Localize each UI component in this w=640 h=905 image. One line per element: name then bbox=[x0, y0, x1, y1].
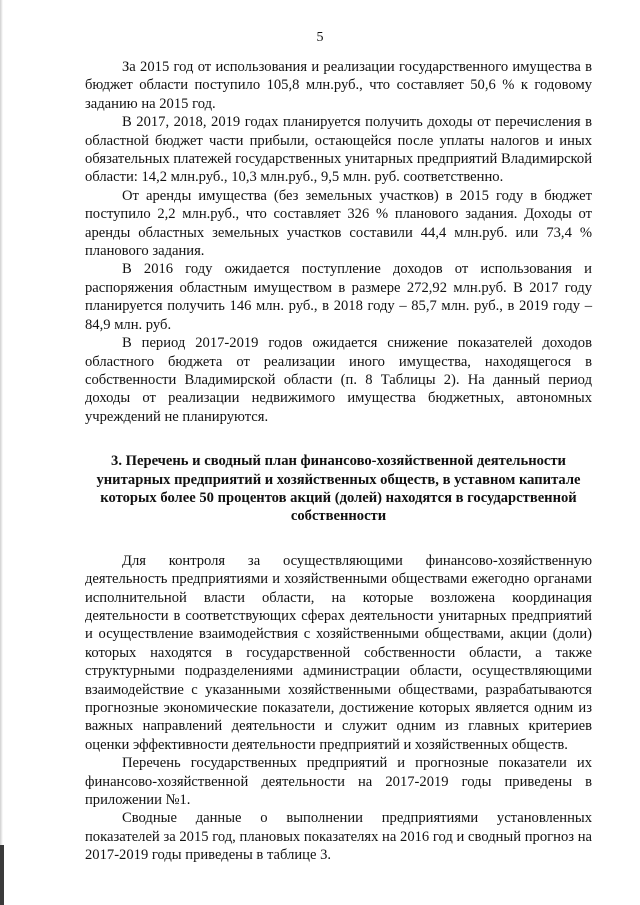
paragraph-expected-2016: В 2016 году ожидается поступление доходов от использования и распоряжения областным имуществом в размере 272,92 млн.руб. В 2017 году планируется получить 146 млн. руб., в 2018 году – 85,7 млн. руб., в 2019 году – 84,9 млн. руб. bbox=[85, 261, 592, 333]
paragraph-summary-reference: Сводные данные о выполнении предприятиями установленных показателей за 2015 год, плановых показателях на 2016 год и сводный прогноз на 2017-2019 годы приведены в таблице 3. bbox=[85, 810, 592, 864]
paragraph-rent-income: От аренды имущества (без земельных участков) в 2015 году в бюджет поступило 2,2 млн.руб., что составляет 326 % планового задания. Доходы от аренды областных земельных участков составили 44,4 млн.руб. или 73,4 % планового задания. bbox=[85, 187, 592, 260]
section-heading: 3. Перечень и сводный план финансово-хозяйственной деятельности унитарных предприятий и хозяйственных обществ, в уставном капитале которых более 50 процентов акций (долей) находятся в государственной собственности bbox=[96, 453, 581, 525]
scan-edge-shadow bbox=[0, 0, 3, 905]
paragraph-profit-plan: В 2017, 2018, 2019 годах планируется получить доходы от перечисления в областной бюджет части прибыли, остающейся после уплаты налогов и иных обязательных платежей государственных унитарных предприятий Владимирской области: 14,2 млн.руб., 10,3 млн.руб., 9,5 млн. руб. соответственно. bbox=[85, 114, 592, 186]
paragraph-revenue-2015: За 2015 год от использования и реализации государственного имущества в бюджет области поступило 105,8 млн.руб., что составляет 50,6 % к годовому заданию на 2015 год. bbox=[85, 59, 592, 112]
page-number: 5 bbox=[316, 30, 324, 45]
paragraph-list-reference: Перечень государственных предприятий и прогнозные показатели их финансово-хозяйственной деятельности на 2017-2019 годы приведены в приложении №1. bbox=[85, 755, 592, 809]
document-body bbox=[85, 58, 592, 865]
scan-edge-mark bbox=[0, 845, 4, 905]
paragraph-control: Для контроля за осуществляющими финансово-хозяйственную деятельность предприятиями и хозяйственными обществами ежегодно органами исполнительной власти области, на которые возложена координация деятельности в соответствующих сферах деятельности унитарных предприятий и осуществление взаимодействия с хозяйственными обществами, акции (доли) которых находятся в государственной собственности области, а также структурными подразделениями администрации области, осуществляющими взаимодействие с указанными хозяйственными обществами, разрабатываются прогнозные экономические показатели, достижение которых является одним из важных направлений деятельности и служит одним из главных критериев оценки эффективности деятельности предприятий и хозяйственных обществ. bbox=[85, 552, 592, 753]
paragraph-decrease-forecast: В период 2017-2019 годов ожидается снижение показателей доходов областного бюджета от реализации иного имущества, находящегося в собственности Владимирской области (п. 8 Таблицы 2). На данный период доходы от реализации недвижимого имущества бюджетных, автономных учреждений не планируются. bbox=[85, 335, 592, 425]
